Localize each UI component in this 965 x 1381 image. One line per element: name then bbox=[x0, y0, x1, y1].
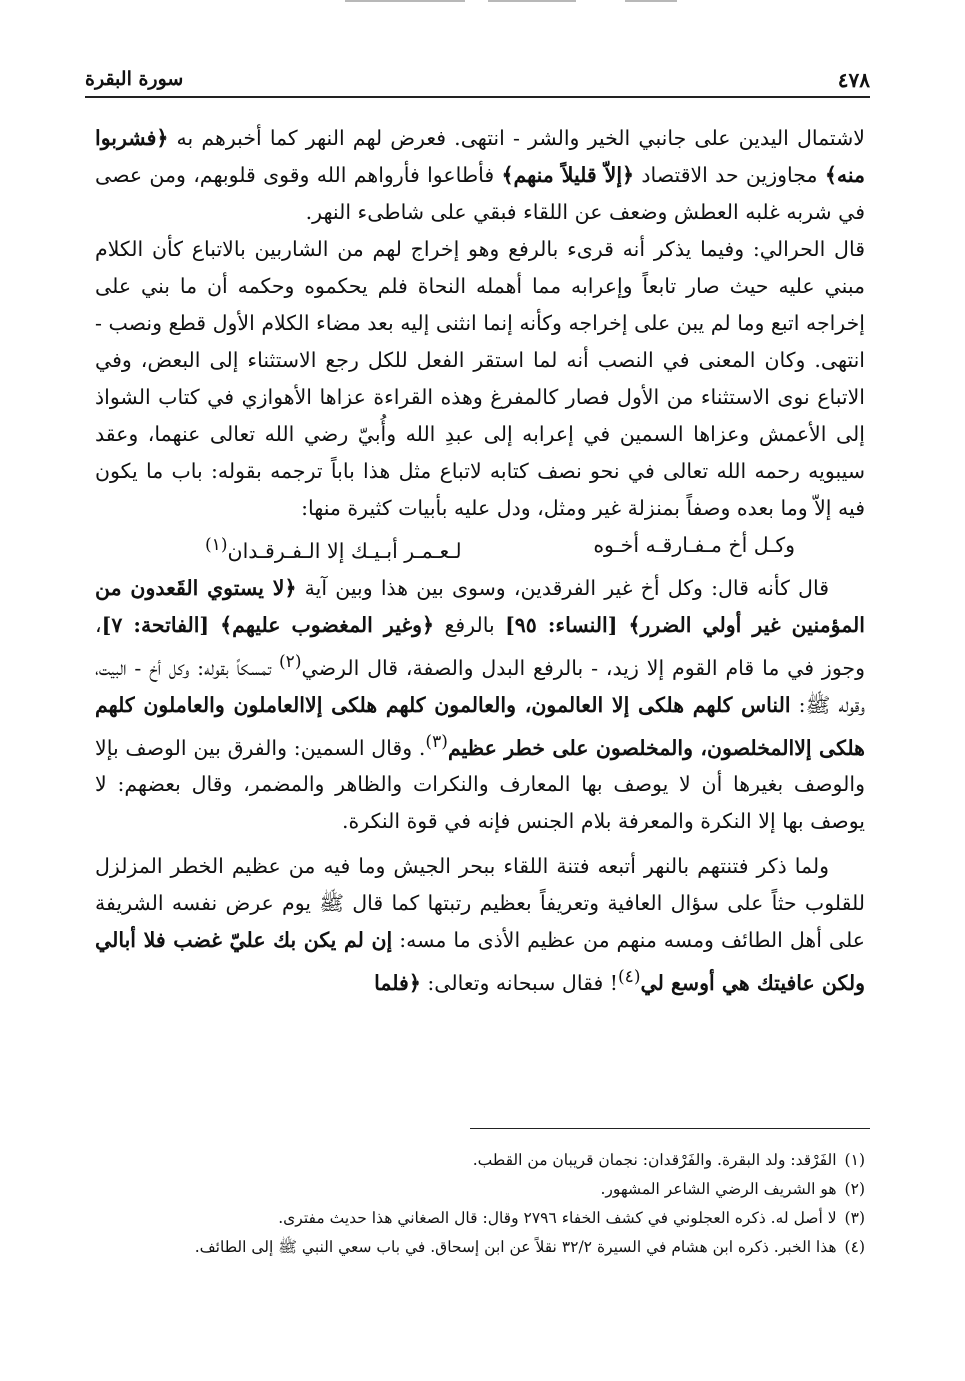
quran-quote: ﴿وغير المغضوب عليهم﴾ [الفاتحة: ٧] bbox=[101, 612, 435, 637]
page-number: ٤٧٨ bbox=[837, 68, 870, 92]
paragraph-intro bbox=[95, 120, 865, 231]
footnote-number: (١) bbox=[844, 1151, 865, 1169]
footnote-text: هو الشريف الرضي الشاعر المشهور. bbox=[600, 1180, 837, 1198]
verse-hemistich-right: وكـل أخ مـفـارقـه أخـوه bbox=[593, 533, 795, 557]
text-run: ! فقال سبحانه وتعالى: bbox=[420, 971, 618, 996]
scan-line bbox=[488, 0, 576, 2]
footnote-text: الفَرْقد: ولد البقرة. والفَرْقدان: نجمان قريبان من القطب. bbox=[472, 1151, 837, 1169]
text-run: تمسكاً بقوله: وكل أخ - البيت، وقوله ﷺ: bbox=[95, 655, 865, 717]
verse-hemistich-text: لـعـمـر أبـيـك إلا الـفـرقـدان bbox=[227, 538, 462, 563]
text-run: لاشتمال اليدين على جانبي الخير والشر - انتهى. فعرض لهم النهر كما أخبرهم به bbox=[176, 126, 865, 150]
footnote-number: (٣) bbox=[844, 1209, 865, 1227]
text-run: ، وجوز في ما قام القوم إلا زيد، - بالرفع البدل والصفة، قال الرضي bbox=[95, 612, 865, 680]
quran-quote: ﴿إلاّ قليلاً منهم﴾ bbox=[501, 163, 635, 187]
text-run: ولما ذكر فتنتهم بالنهر أتبعه فتنة اللقاء ببحر الجيش وما فيه من عظيم الخطر المزلزل للقلوب حثاً على سؤال العافية وتعريفاً بعظيم رتبتها كما قال ﷺ يوم عرض نفسه الشريفة على أهل الطائف ومسه منهم من عظيم الأذى ما مسه: bbox=[95, 854, 865, 953]
quran-quote: ﴿لا يستوي القَعدون من المؤمنين غير أولي الضرر﴾ [النساء: ٩٥] bbox=[95, 575, 865, 637]
main-text bbox=[95, 120, 865, 1002]
footnote-item bbox=[95, 1233, 865, 1262]
quran-quote: ﴿فشربوا منه﴾ bbox=[95, 126, 865, 187]
footnote-text: لا أصل له. ذكره العجلوني في كشف الخفاء ٢٧٩٦ وقال: قال الصغاني هذا حديث مفترى. bbox=[278, 1209, 837, 1227]
footnote-number: (٢) bbox=[844, 1180, 865, 1198]
quran-quote: ﴿فلما bbox=[374, 971, 421, 996]
text-run: مجاوزين حد الاقتصاد bbox=[634, 163, 825, 187]
text-run: فأطاعوا فأرواهم الله وقوى bbox=[263, 163, 502, 187]
paragraph-harali: قال الحرالي: وفيما يذكر أنه قرىء بالرفع وهو إخراج لهم من الشاربين بالاتباع كأن الكلام مبني عليه حيث صار تابعاً وإعرابه مما أهمله النحاة فلم يحكموه وحكمه أن ما بني على إخراجه اتبع وما لم يبن على إخراجه وكأنه إنما انثنى إليه بعد مضاء الكلام الأول قطع ونصب - انتهى. وكان المعنى في النصب أنه لما استقر الفعل للكل رجع الاستثناء إلى البعض، وفي الاتباع نوى الاستثناء من الأول فصار كالمفرغ وهذه القراءة عزاها الأهوازي في كتاب الشواذ إلى الأعمش وعزاها السمين في إعرابه إلى عبدِ الله وأُبيّ رضي الله تعالى عنهما، وعقد سيبويه رحمه الله تعالى في نحو نصف كتابه لاتباع مثل هذا باباً ترجمه بقوله: باب ما يكون فيه إلاّ وما بعده وصفاً بمنزلة غير ومثل، ودل عليه بأبيات كثيرة منها: bbox=[95, 237, 865, 520]
verse-hemistich-left bbox=[205, 527, 462, 570]
footnote-ref: (٤) bbox=[618, 967, 641, 988]
paragraph-explanation bbox=[95, 570, 865, 841]
text-run: . وقال السمين: والفرق بين الوصف بإلا والوصف بغيرها أن لا يوصف بها المعارف والنكرات والظاهر والمضمر، وقال بعضهم: لا يوصف بها إلا النكرة والمعرفة بلام الجنس فإنه في قوة النكرة. bbox=[95, 735, 865, 834]
scan-line bbox=[625, 0, 677, 2]
footnote-item bbox=[95, 1204, 865, 1233]
footnote-number: (٤) bbox=[844, 1238, 865, 1256]
poetry-verse bbox=[95, 527, 865, 570]
scan-line bbox=[345, 0, 465, 2]
footnote-ref: (٣) bbox=[425, 731, 448, 752]
footnote-ref: (١) bbox=[205, 535, 228, 555]
text-run: بالرفع bbox=[434, 612, 506, 637]
page-header bbox=[85, 62, 870, 98]
surah-title: سورة البقرة bbox=[85, 68, 184, 90]
hadith-quote: الناس كلهم هلكى إلا العالمون، والعالمون كلهم هلكى إلاالعاملون والعاملون كلهم هلكى إلاالمخلصون، والمخلصون على خطر عظيم bbox=[95, 692, 865, 760]
paragraph-fitna bbox=[95, 848, 865, 1002]
footnote-item bbox=[95, 1146, 865, 1175]
footnote-item bbox=[95, 1175, 865, 1204]
hadith-quote: إن لم يكن بك عليّ غضب فلا أبالي ولكن عافيتك هي أوسع لي bbox=[95, 928, 865, 996]
footnote-divider bbox=[470, 1128, 870, 1129]
footnote-ref: (٢) bbox=[278, 651, 302, 672]
text-run: قلوبهم، ومن عصى في شربه غلبه العطش وضعف عن اللقاء فبقي على شاطىء النهر. bbox=[95, 163, 865, 224]
text-run: قال كأنه قال: وكل أخ غير الفرقدين، وسوى بين هذا وبين آية bbox=[296, 575, 829, 600]
footnotes bbox=[95, 1146, 865, 1262]
footnote-text: هذا الخبر. ذكره ابن هشام في السيرة ٣٢/٢ نقلاً عن ابن إسحاق. في باب سعي النبي ﷺ إلى الطائف. bbox=[194, 1238, 837, 1256]
